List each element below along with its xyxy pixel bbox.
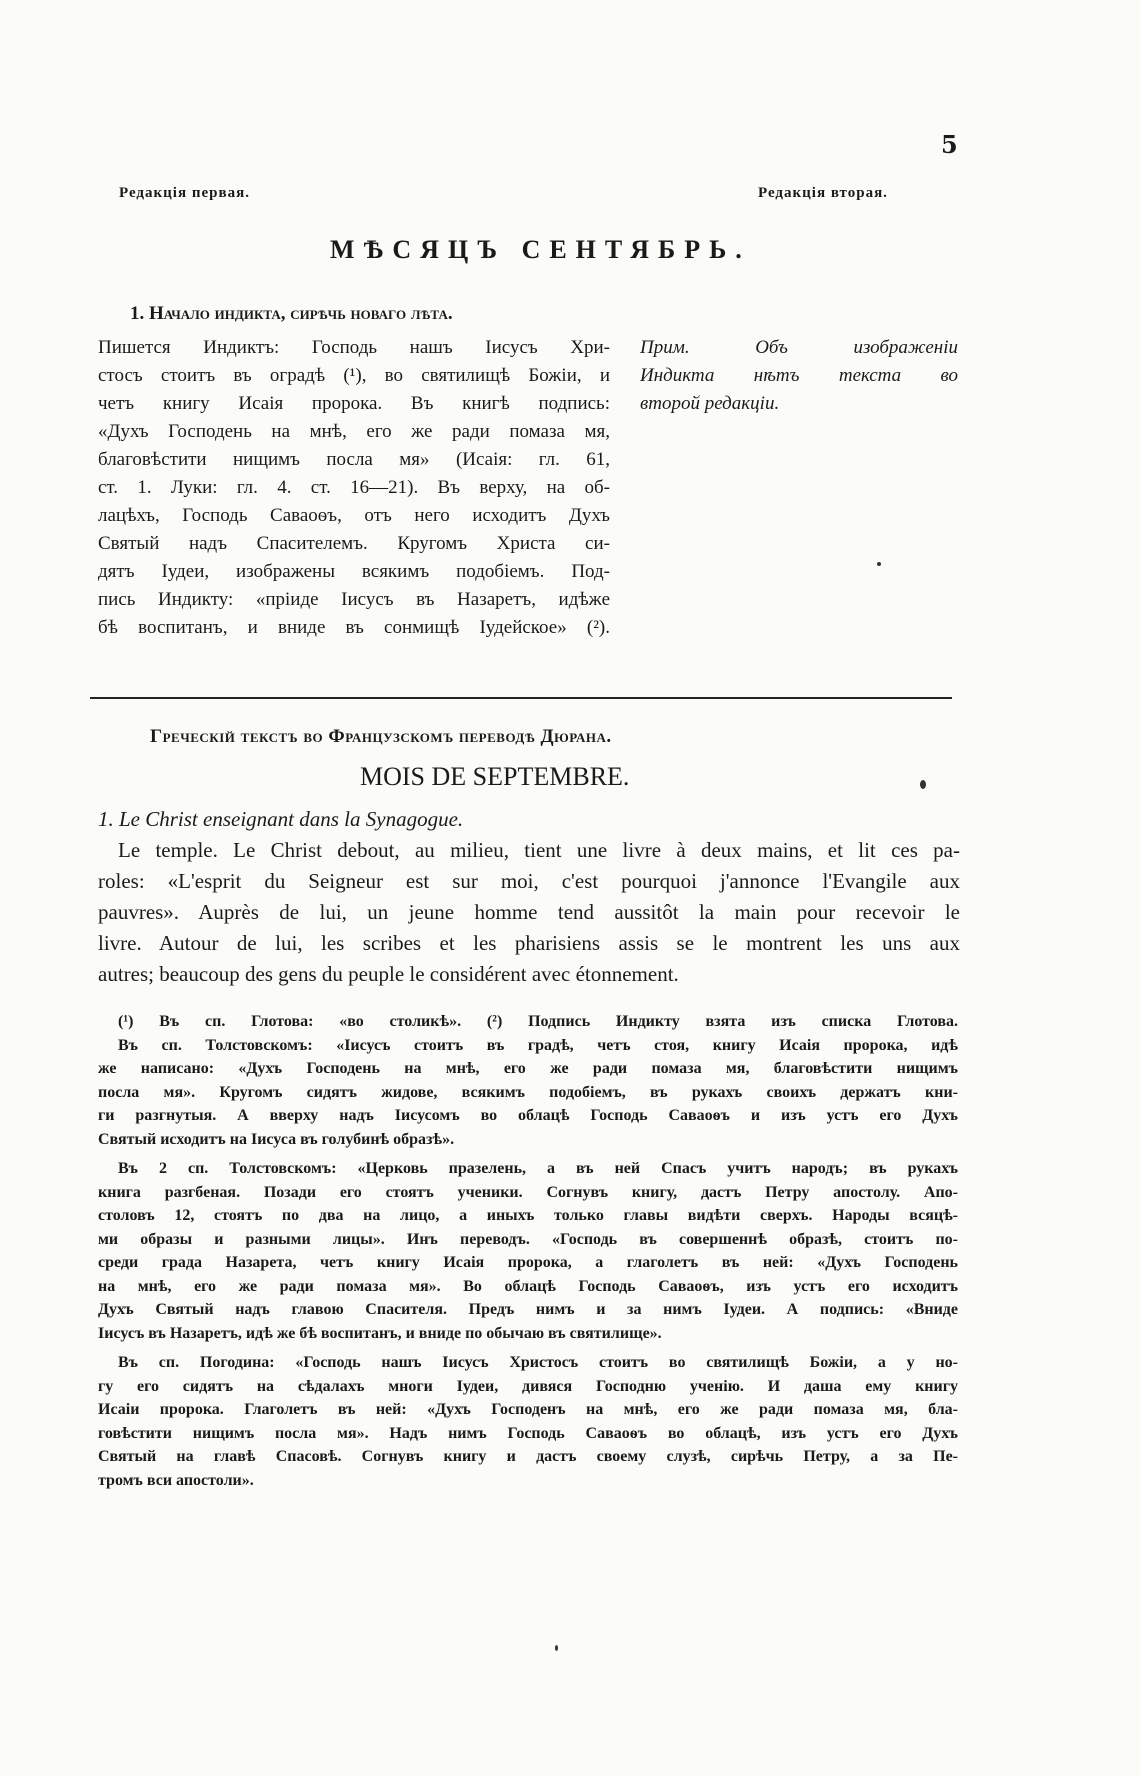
footnote-line: среди града Назарета, четъ книгу Исаія пророка, а глаголетъ въ ней: «Духъ Господень bbox=[98, 1254, 958, 1271]
text-line: ст. 1. Луки: гл. 4. ст. 16—21). Въ верху, на об- bbox=[98, 477, 610, 498]
second-redaction-note bbox=[640, 334, 958, 418]
month-title: МѢСЯЦЪ СЕНТЯБРЬ. bbox=[330, 235, 751, 264]
footnote-line: Святый на главѣ Спасовѣ. Согнувъ книгу и дастъ своему слузѣ, сирѣчь Петру, а за Пе- bbox=[98, 1448, 958, 1465]
french-translation bbox=[98, 804, 960, 990]
text-line: лацѣхъ, Господь Саваоѳъ, отъ него исходитъ Духъ bbox=[98, 505, 610, 526]
footnote-line: посла мя». Кругомъ сидятъ жидове, всякимъ подобіемъ, въ рукахъ своихъ держатъ кни- bbox=[98, 1083, 958, 1101]
french-line: roles: «L'esprit du Seigneur est sur moi, c'est pourquoi j'annonce l'Evangile aux bbox=[98, 869, 960, 893]
text-line: бѣ воспитанъ, и вниде въ сонмищѣ Іудейское» (²). bbox=[98, 617, 610, 638]
french-line: Le temple. Le Christ debout, au milieu, tient une livre à deux mains, et lit ces pa- bbox=[118, 838, 960, 862]
print-speck bbox=[920, 780, 926, 789]
footnote-line: гу его сидятъ на сѣдалахъ многи Іудеи, дивяся Господню ученію. И даша ему книгу bbox=[98, 1377, 958, 1395]
note-line: Индикта нѣтъ текста во bbox=[640, 365, 958, 386]
print-speck bbox=[877, 562, 881, 566]
footnote-line: столовъ 12, стоятъ по два на лицо, а иныхъ только главы видѣти сверхъ. Народы всяцѣ- bbox=[98, 1207, 958, 1224]
text-line: «Духъ Господень на мнѣ, его же ради помаза мя, bbox=[98, 421, 610, 442]
french-line: pauvres». Auprès de lui, un jeune homme tend aussitôt la main pour recevoir le bbox=[98, 900, 960, 924]
footnote-line: книга разгбеная. Позади его стоятъ ученики. Согнувъ книгу, дастъ Петру апостолу. Апо- bbox=[98, 1183, 958, 1201]
header-left: Редакція первая. bbox=[119, 185, 250, 201]
first-redaction-text bbox=[98, 334, 610, 642]
section-heading: 1. Начало индикта, сирѣчь новаго лѣта. bbox=[130, 303, 453, 324]
footnote-line: Въ 2 сп. Толстовскомъ: «Церковь празелень, а въ ней Спасъ учитъ народъ; въ рукахъ bbox=[118, 1160, 958, 1177]
footnote-line: Исаіи пророка. Глаголетъ въ ней: «Духъ Господенъ на мнѣ, его же ради помаза мя, бла- bbox=[98, 1401, 958, 1418]
footnote-line: (¹) Въ сп. Глотова: «во столикѣ». (²) Подпись Индикту взята изъ списка Глотова. bbox=[118, 1013, 958, 1030]
french-line: livre. Autour de lui, les scribes et les pharisiens assis se le montrent les uns aux bbox=[98, 931, 960, 955]
footnote-line: Въ сп. Погодина: «Господь нашъ Іисусъ Христосъ стоитъ во святилищѣ Божіи, а у но- bbox=[118, 1354, 958, 1371]
text-line: четъ книгу Исаія пророка. Въ книгѣ подпись: bbox=[98, 393, 610, 414]
page-number: 5 bbox=[941, 130, 958, 159]
text-line: пись Индикту: «пріиде Іисусъ въ Назаретъ, идѣже bbox=[98, 589, 610, 610]
footnote-line: же написано: «Духъ Господень на мнѣ, его же ради помаза мя, благовѣстити нищимъ bbox=[98, 1060, 958, 1077]
divider-rule bbox=[90, 697, 952, 699]
greek-text-heading: Греческій текстъ во Французскомъ переводѣ Дюрана. bbox=[150, 726, 612, 747]
text-line: Святый надъ Спасителемъ. Кругомъ Христа си- bbox=[98, 533, 610, 554]
footnote-line: Духъ Святый надъ главою Спасителя. Предъ нимъ и за нимъ Іудеи. А подпись: «Вниде bbox=[98, 1301, 958, 1318]
footnote-line: тромъ вси апостоли». bbox=[98, 1471, 254, 1489]
header-right: Редакція вторая. bbox=[758, 185, 888, 201]
text-line: благовѣстити нищимъ посла мя» (Исаія: гл. 61, bbox=[98, 449, 610, 470]
footnotes bbox=[98, 1010, 958, 1492]
note-line: второй редакціи. bbox=[640, 393, 780, 414]
footnote-line: Іисусъ въ Назаретъ, идѣ же бѣ воспитанъ, и вниде по обычаю въ святилище». bbox=[98, 1324, 662, 1342]
footnote-line: на мнѣ, его же ради помаза мя». Во облацѣ Господь Саваоѳъ, изъ устъ его исходитъ bbox=[98, 1277, 958, 1295]
text-line: дятъ Іудеи, изображены всякимъ подобіемъ. Под- bbox=[98, 561, 610, 582]
text-line: Пишется Индиктъ: Господь нашъ Іисусъ Хри- bbox=[98, 337, 610, 358]
footnote-line: Въ сп. Толстовскомъ: «Іисусъ стоитъ въ градѣ, четъ стоя, книгу Исаія пророка, идѣ bbox=[118, 1036, 958, 1054]
text-line: стосъ стоитъ въ оградѣ (¹), во святилищѣ Божіи, и bbox=[98, 365, 610, 386]
french-line: autres; beaucoup des gens du peuple le considérent avec étonnement. bbox=[98, 962, 679, 986]
footnote-line: говѣстити нищимъ посла мя». Надъ нимъ Господь Саваоѳъ во облацѣ, изъ устъ его Духъ bbox=[98, 1424, 958, 1442]
footnote-line: ми образы и разными лицы». Инъ переводъ. «Господь въ совершеннѣ образѣ, стоитъ по- bbox=[98, 1230, 958, 1248]
french-heading: 1. Le Christ enseignant dans la Synagogue. bbox=[98, 807, 464, 831]
footnote-line: Святый исходитъ на Іисуса въ голубинѣ образѣ». bbox=[98, 1130, 455, 1148]
footnote-line: ги разгнутыя. А вверху надъ Іисусомъ во облацѣ Господь Саваоѳъ и изъ устъ его Духъ bbox=[98, 1107, 958, 1124]
note-line: Прим. Объ изображеніи bbox=[640, 337, 958, 358]
mois-title: MOIS DE SEPTEMBRE. bbox=[360, 762, 630, 791]
print-speck bbox=[555, 1645, 558, 1651]
